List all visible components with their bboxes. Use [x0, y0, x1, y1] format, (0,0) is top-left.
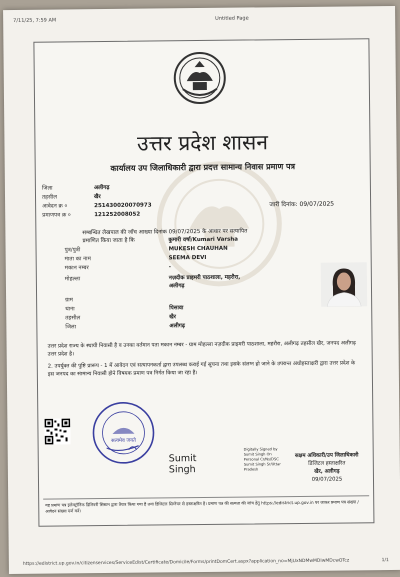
field-mother: माता का नाम SEEMA DEVI [64, 254, 207, 263]
field-certificate-no: प्रमाणपत्र क्र ० 121252008052 [42, 211, 141, 219]
certificate [33, 38, 374, 526]
field-tehsil: तहसील खैर [41, 194, 101, 201]
field-locality: मोहल्ला नज़दीक प्राइमरी पाठशाला, महरौरा, [64, 274, 241, 283]
holder-name: कुमारी वर्षा/Kumari Varsha [168, 236, 239, 244]
field-person-tehsil: तहसील खैर [65, 314, 177, 322]
intro-line-2: प्रमाणित किया जाता है कि [82, 237, 135, 245]
digital-signature-text: Digitally Signed by Sumit Singh On Personal Cr/Ns/DSC Sumit Singh Sr/Uttar Pradesh [243, 447, 281, 472]
field-police-station: थाना पिसावा [65, 305, 184, 313]
residence-paragraph: उत्तर प्रदेश राज्य के स्थायी निवासी है व उनका वर्तमान पता मकान नम्बर - ग्राम मोहल्ला नज़दीक प्राइमरी पाठशाला, महरौरा, अलीगढ़ तहसील खैर, जनपद अलीगढ़ उत्तर प्रदेश है। [47, 340, 356, 358]
certificate-subtitle: कार्यालय उप जिलाधिकारी द्वारा प्रदत्त सामान्य निवास प्रमाण पत्र [110, 162, 296, 173]
field-person-district: जिला अलीगढ़ [65, 323, 185, 331]
applicant-photo [321, 262, 367, 306]
field-application-no: आवेदन क्र ० 251430020070973 [42, 202, 152, 210]
signer-name: Sumit Singh [168, 453, 197, 476]
up-emblem-icon [172, 51, 227, 106]
authority-block: सक्षम अधिकारी/उप जिलाधिकारी डिजिटल हस्ताक्षरित खैर, अलीगढ़ 09/07/2025 [294, 452, 359, 483]
print-url: https://edistrict.up.gov.in/citizenservices/ServiceEdist/Certificate/Domicile/Forms/printDomCert.aspx?application_no=MjUxNDMwMDIwMDcwOTcz [22, 558, 350, 567]
print-page-title: Untitled Page [215, 15, 249, 22]
field-parent: पुत्र/पुत्री MUKESH CHAUHAN [64, 245, 228, 254]
watermark-emblem-icon [154, 158, 285, 289]
field-village: ग्राम [65, 297, 73, 304]
qr-code [44, 418, 70, 444]
issue-date: जारी दिनांक: 09/07/2025 [269, 200, 335, 209]
confirmation-paragraph: 2. उपर्युक्त की पुष्टि प्रारूप - 1 में आवेदन एवं सत्यापनकर्ता द्वारा उपलब्ध कराई गई सूचना तथा इसके संलग्न हो जाने के उपरान्त अधोहस्ताक्षरी द्वारा उत्तर प्रदेश के इस जनपद का सामान्य निवासी होने विषयक प्रमाण पत्र निर्गत किया जा रहा है। [47, 360, 356, 378]
certificate-title: उत्तर प्रदेश शासन [136, 130, 269, 156]
print-datetime: 7/11/25, 7:59 AM [13, 17, 57, 24]
print-page-number: 1/1 [381, 558, 389, 564]
field-house-no: मकान नम्बर - [64, 264, 172, 272]
footer-note: यह प्रमाण पत्र इलेक्ट्रॉनिक डिलिवरी सिस्टम द्वारा तैयार किया गया है तथा डिजिटल सिग्नेचर से हस्ताक्षरित है। प्रमाण पत्र की सत्यता की जांच हेतु https://edistrict.up.gov.in पर जाकर प्रमाण पत्र संख्या / आवेदन संख्या दर्ज करें। [45, 499, 359, 514]
intro-line-1: सम्बन्धित लेखपाल की जाँच आख्या दिनांक 09/07/2025 के आधार पर सत्यापित [82, 228, 248, 237]
stamp-text: सत्यमेव जयते [111, 437, 136, 444]
field-locality-district: अलीगढ़ [168, 283, 185, 290]
printed-page [3, 6, 400, 574]
field-district: जिला अलीगढ़ [41, 184, 110, 192]
official-stamp [88, 397, 159, 468]
